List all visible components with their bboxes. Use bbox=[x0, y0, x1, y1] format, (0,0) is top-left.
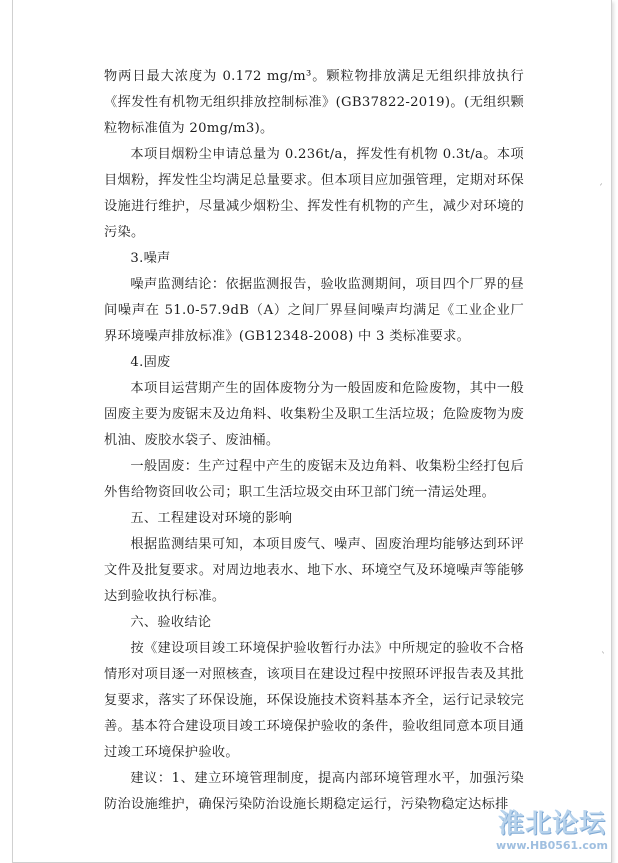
heading-solid-waste: 4.固废 bbox=[130, 355, 171, 370]
document-body bbox=[104, 64, 524, 818]
scan-mark: ˊ bbox=[598, 184, 603, 195]
paragraph-emission-standard: 物两日最大浓度为 0.172 mg/m³。颗粒物排放满足无组织排放执行《挥发性有机物无组织排放控制标准》(GB37822-2019)。(无组织颗粒物标准值为 20mg/m3)。 bbox=[104, 69, 524, 136]
paragraph-total-amount: 本项目烟粉尘申请总量为 0.236t/a，挥发性有机物 0.3t/a。本项目烟粉，挥发性尘均满足总量要求。但本项目应加强管理，定期对环保设施进行维护，尽量减少烟粉尘、挥发性有机物的产生，减少对环境的污染。 bbox=[104, 147, 524, 240]
paragraph-acceptance-review: 按《建设项目竣工环境保护验收暂行办法》中所规定的验收不合格情形对项目逐一对照核查，该项目在建设过程中按照环评报告表及其批复要求，落实了环保设施，环保设施技术资料基本齐全，运行记录较完善。基本符合建设项目竣工环境保护验收的条件，验收组同意本项目通过竣工环境保护验收。 bbox=[104, 641, 524, 760]
heading-acceptance-conclusion: 六、验收结论 bbox=[130, 615, 212, 630]
paragraph-monitoring-result: 根据监测结果可知，本项目废气、噪声、固废治理均能够达到环评文件及批复要求。对周边地表水、地下水、环境空气及环境噪声等能够达到验收执行标准。 bbox=[104, 537, 524, 604]
paragraph-suggestion: 建议：1、建立环境管理制度，提高内部环境管理水平，加强污染防治设施维护，确保污染防治设施长期稳定运行，污染物稳定达标排 bbox=[104, 771, 524, 812]
heading-environmental-impact: 五、工程建设对环境的影响 bbox=[130, 511, 293, 526]
heading-noise: 3.噪声 bbox=[130, 251, 171, 266]
paragraph-general-waste: 一般固废：生产过程中产生的废锯末及边角料、收集粉尘经打包后外售给物资回收公司；职工生活垃圾交由环卫部门统一清运处理。 bbox=[104, 459, 524, 500]
scan-mark: ˋ bbox=[601, 652, 606, 663]
watermark-title: 淮北论坛 bbox=[497, 809, 606, 839]
watermark-url: www.HB0561.com bbox=[496, 839, 608, 852]
forum-watermark bbox=[494, 809, 610, 859]
paragraph-noise-conclusion: 噪声监测结论：依据监测报告，验收监测期间，项目四个厂界的昼间噪声在 51.0-57.9dB（A）之间厂界昼间噪声均满足《工业企业厂界环境噪声排放标准》(GB12348-2008) 中 3 类标准要求。 bbox=[104, 277, 524, 344]
paragraph-solid-waste-types: 本项目运营期产生的固体废物分为一般固废和危险废物，其中一般固废主要为废锯末及边角料、收集粉尘及职工生活垃圾；危险废物为废机油、废胶水袋子、废油桶。 bbox=[104, 381, 524, 448]
